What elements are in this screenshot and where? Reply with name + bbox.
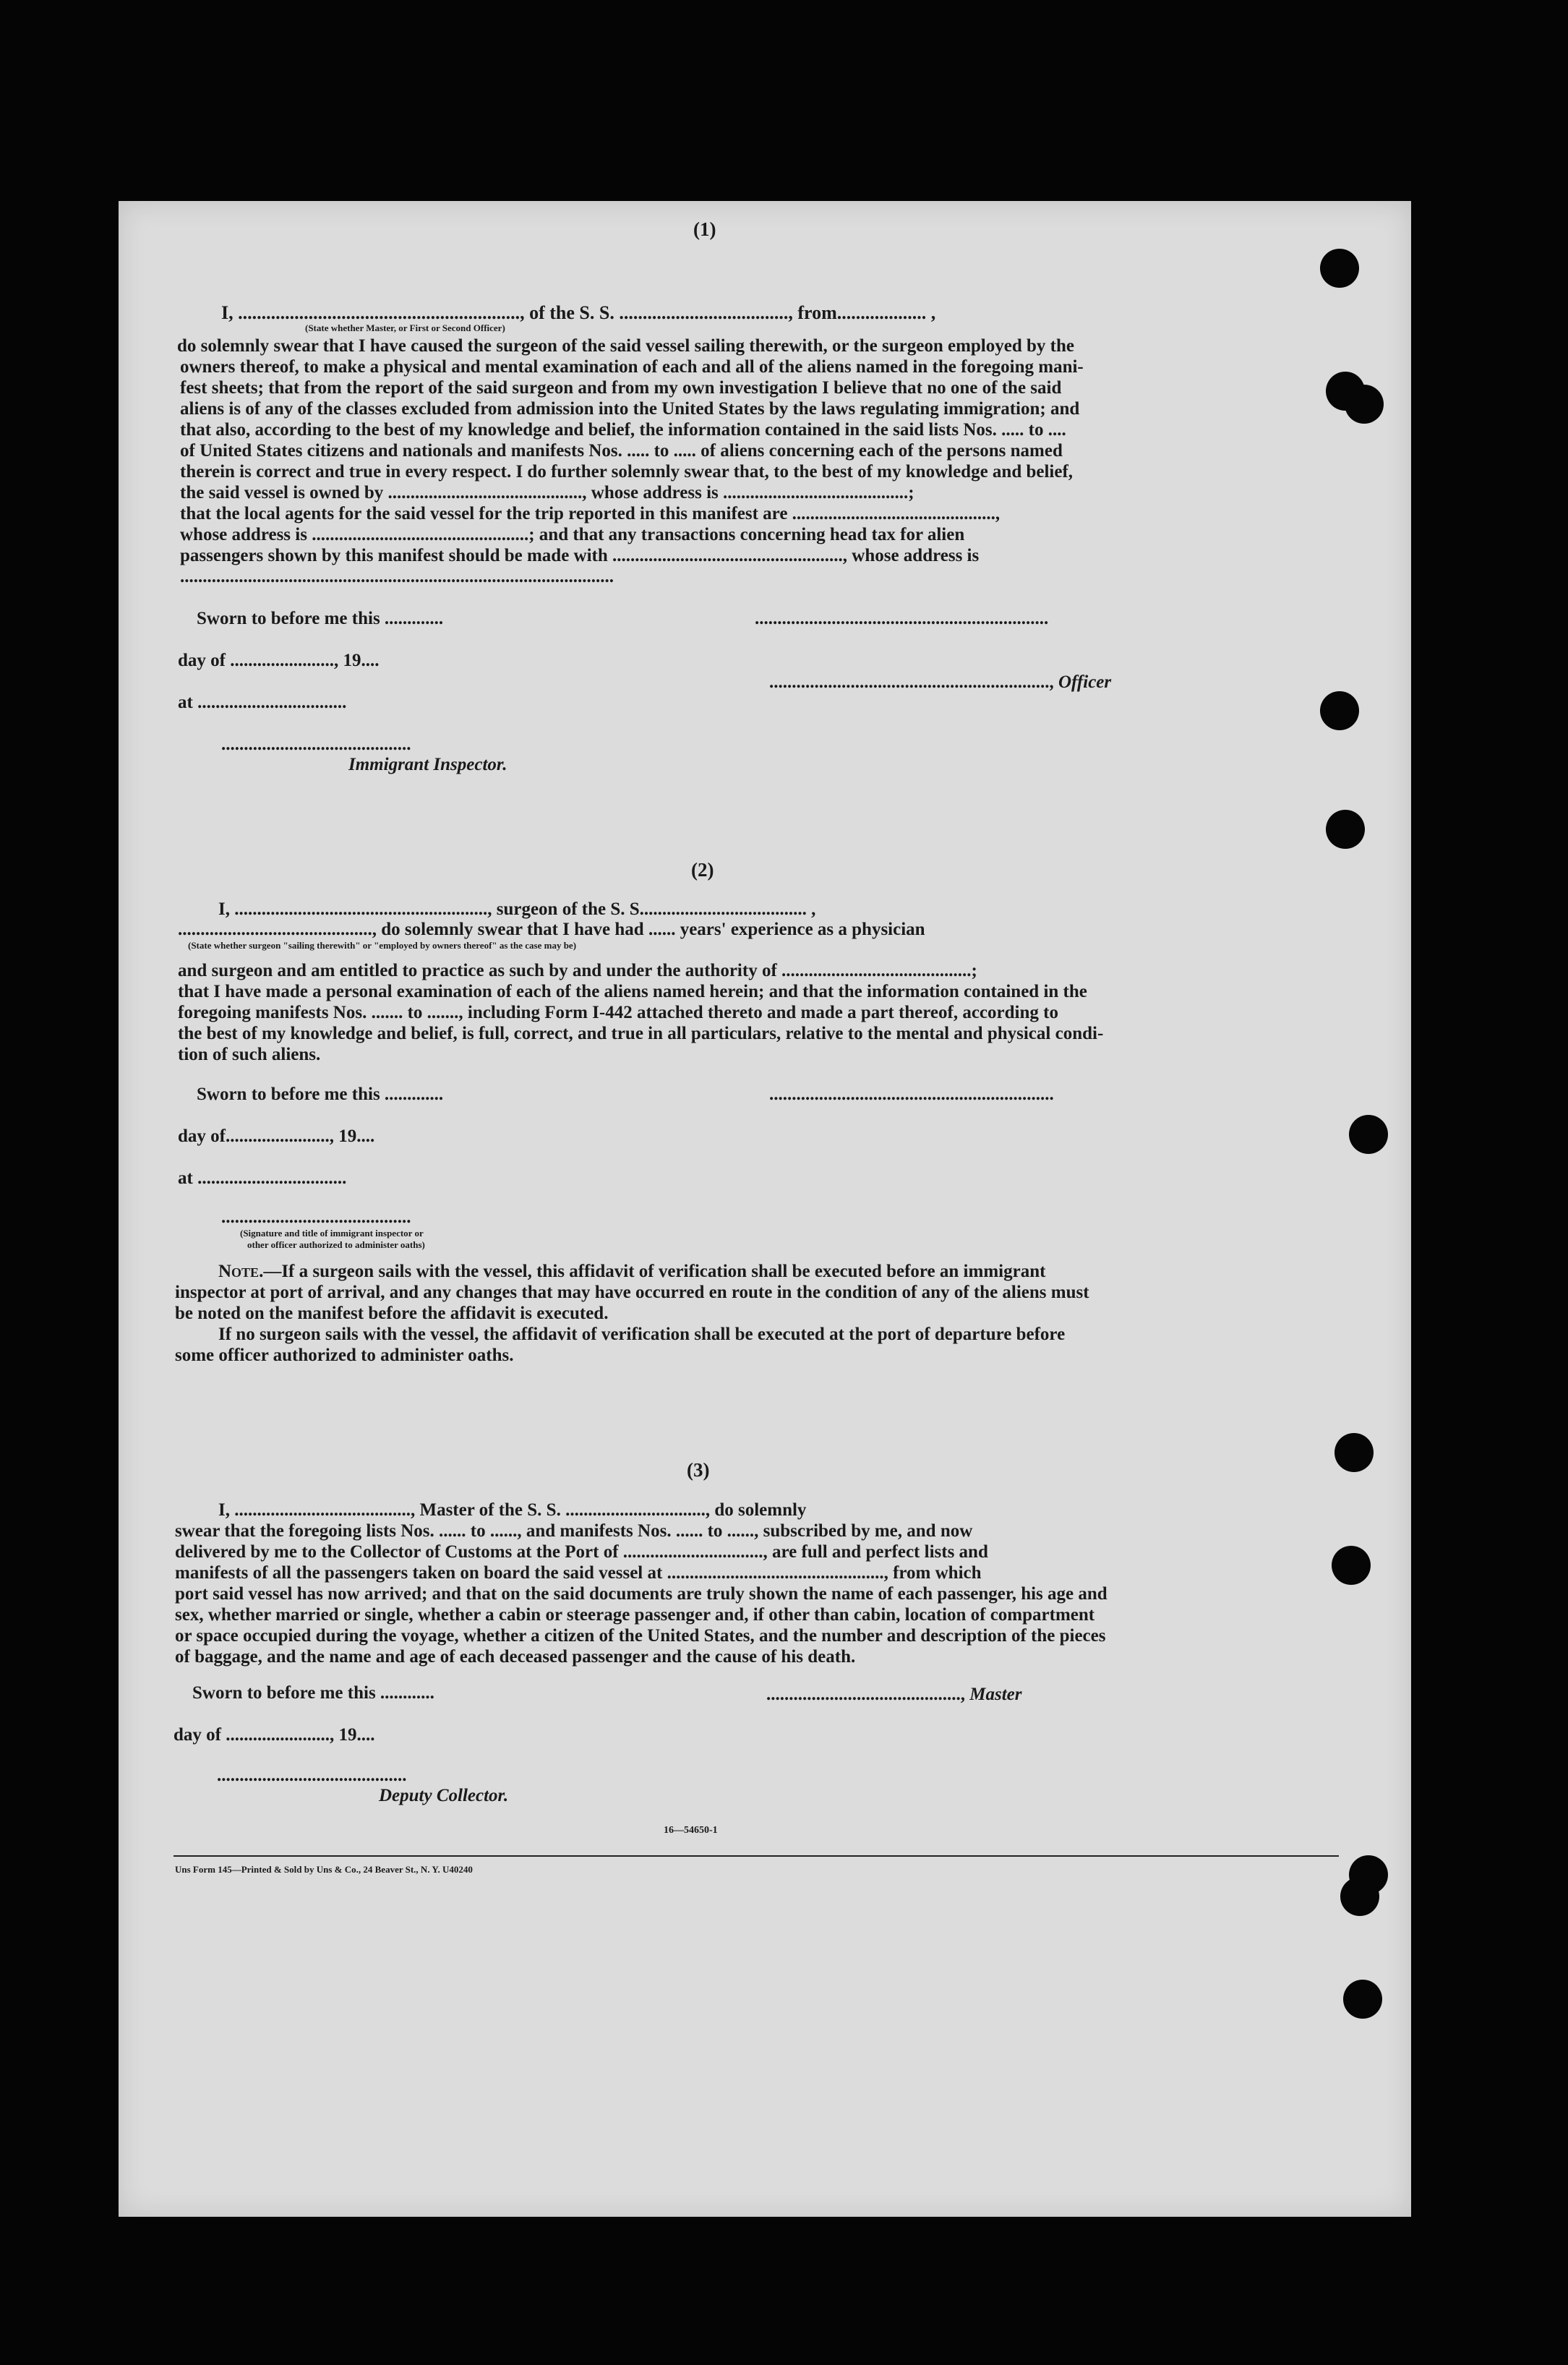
section-1-officer-dots: .................................................................: [755, 609, 1049, 628]
binder-hole: [1326, 810, 1365, 849]
binder-hole: [1340, 1877, 1379, 1916]
note-line: If no surgeon sails with the vessel, the affidavit of verification shall be executed at the port of departure before: [218, 1325, 1066, 1344]
section-3-number: (3): [687, 1459, 710, 1481]
section-3-line: I, ......................................., Master of the S. S. ..............................., do solemnly: [218, 1500, 807, 1520]
section-1-number: (1): [693, 218, 716, 240]
section-2-line: foregoing manifests Nos. ....... to ......., including Form I-442 attached thereto and made a part thereof, according to: [178, 1003, 1058, 1022]
section-1-line: of United States citizens and nationals and manifests Nos. ..... to ..... of aliens concerning each of the persons named: [180, 441, 1063, 461]
section-1-subcaption: (State whether Master, or First or Second Officer): [305, 322, 505, 333]
section-1-line: that the local agents for the said vessel for the trip reported in this manifest are .............................................,: [180, 504, 1001, 523]
section-1-line: therein is correct and true in every respect. I do further solemnly swear that, to the best of my knowledge and belief,: [180, 462, 1074, 482]
officer-label: Officer: [1058, 672, 1112, 692]
section-2-at: at .................................: [178, 1168, 347, 1188]
footer-rule: [173, 1855, 1339, 1857]
section-1-sworn: Sworn to before me this .............: [197, 609, 444, 628]
binder-hole: [1320, 249, 1359, 288]
note-line-1: Note.—If a surgeon sails with the vessel, this affidavit of verification shall be executed before an immigrant: [218, 1262, 1046, 1281]
section-1-line: whose address is ................................................; and that any transactions concerning head tax for alien: [180, 525, 965, 544]
section-3-line: sex, whether married or single, whether a cabin or steerage passenger and, if other than cabin, location of compartment: [175, 1605, 1095, 1625]
section-2-sig-caption-2: other officer authorized to administer oaths): [247, 1239, 425, 1250]
section-3-line: port said vessel has now arrived; and that on the said documents are truly shown the name of each passenger, his age and: [175, 1584, 1108, 1604]
section-2-line: the best of my knowledge and belief, is full, correct, and true in all particulars, relative to the mental and physical condi-: [178, 1024, 1104, 1043]
section-1-line: the said vessel is owned by ..........................................., whose address is .........................................;: [180, 483, 914, 502]
section-1-signature-dots: ..........................................: [221, 735, 411, 754]
section-1-line: that also, according to the best of my knowledge and belief, the information contained in the said lists Nos. ..... to ....: [180, 420, 1066, 440]
section-1-body: [177, 335, 1345, 587]
section-1-at: at .................................: [178, 693, 347, 712]
immigrant-inspector-label: Immigrant Inspector.: [348, 755, 507, 774]
section-2-line: and surgeon and am entitled to practice as such by and under the authority of ..........................................;: [178, 961, 977, 980]
binder-hole: [1332, 1546, 1371, 1585]
section-2-line: that I have made a personal examination of each of the aliens named herein; and that the information contained in the: [178, 982, 1087, 1001]
section-3-day: day of ......................., 19....: [173, 1725, 375, 1745]
document-page: [119, 201, 1411, 2217]
binder-hole: [1345, 385, 1384, 424]
section-2-body: [178, 960, 1343, 1065]
binder-hole: [1349, 1115, 1388, 1154]
section-1-line: owners thereof, to make a physical and mental examination of each and all of the aliens named in the foregoing mani-: [180, 357, 1084, 377]
master-label: Master: [969, 1685, 1022, 1704]
deputy-collector-label: Deputy Collector.: [379, 1786, 509, 1805]
section-2-subcaption: (State whether surgeon "sailing therewith" or "employed by owners thereof" as the case may be): [188, 940, 577, 951]
note-line: some officer authorized to administer oaths.: [175, 1346, 514, 1365]
section-1-line: do solemnly swear that I have caused the surgeon of the said vessel sailing therewith, or the surgeon employed by the: [177, 336, 1074, 356]
section-2-right-dots: ...............................................................: [769, 1085, 1054, 1104]
section-2-line: tion of such aliens.: [178, 1045, 321, 1064]
section-2-opening: I, ........................................................, surgeon of the S. S..................................... ,: [218, 899, 816, 919]
section-1-line: aliens is of any of the classes excluded from admission into the United States by the laws regulating immigration; and: [180, 399, 1080, 419]
section-3-master-line: ..........................................., Master: [766, 1685, 1022, 1704]
section-3-line: swear that the foregoing lists Nos. ...... to ......, and manifests Nos. ...... to ......, subscribed by me, and now: [175, 1521, 973, 1541]
binder-hole: [1334, 1433, 1374, 1472]
note-line: inspector at port of arrival, and any changes that may have occurred en route in the condition of any of the aliens must: [175, 1283, 1089, 1302]
note-label: Note.: [218, 1262, 264, 1281]
section-3-line: delivered by me to the Collector of Customs at the Port of ..............................., are full and perfect lists and: [175, 1542, 988, 1562]
section-2-sig-caption-1: (Signature and title of immigrant inspector or: [240, 1228, 424, 1239]
section-3-line: manifests of all the passengers taken on board the said vessel at ................................................, from which: [175, 1563, 982, 1583]
binder-hole: [1343, 1980, 1382, 2019]
section-3-line: or space occupied during the voyage, whether a citizen of the United States, and the number and description of the pieces: [175, 1626, 1106, 1646]
binder-hole: [1320, 691, 1359, 730]
section-1-line: ................................................................................................: [180, 567, 614, 586]
section-1-opening: I, ............................................................, of the S. S. ...................................., from................... ,: [221, 302, 936, 323]
note-line: be noted on the manifest before the affidavit is executed.: [175, 1304, 609, 1323]
section-3-body: [175, 1500, 1343, 1667]
section-1-day: day of ......................., 19....: [178, 651, 380, 670]
section-2-day: day of......................., 19....: [178, 1126, 375, 1146]
section-1-line: passengers shown by this manifest should be made with ..................................................., whose address is: [180, 546, 980, 565]
section-2-number: (2): [691, 859, 714, 881]
section-3-sworn: Sworn to before me this ............: [192, 1683, 434, 1703]
form-code: 16—54650-1: [664, 1825, 718, 1836]
section-3-line: of baggage, and the name and age of each deceased passenger and the cause of his death.: [175, 1647, 856, 1667]
note-block: [175, 1261, 1343, 1366]
section-3-signature-dots: ..........................................: [217, 1766, 407, 1785]
section-2-line2: ..........................................., do solemnly swear that I have had ...... years' experience as a physician: [178, 920, 925, 939]
section-1-officer-line: .............................................................., Officer: [769, 672, 1112, 692]
section-1-line: fest sheets; that from the report of the said surgeon and from my own investigation I believe that no one of the said: [180, 378, 1062, 398]
section-2-signature-dots: ..........................................: [221, 1207, 411, 1227]
printer-line: Uns Form 145—Printed & Sold by Uns & Co., 24 Beaver St., N. Y. U40240: [175, 1864, 473, 1875]
section-2-sworn: Sworn to before me this .............: [197, 1085, 444, 1104]
